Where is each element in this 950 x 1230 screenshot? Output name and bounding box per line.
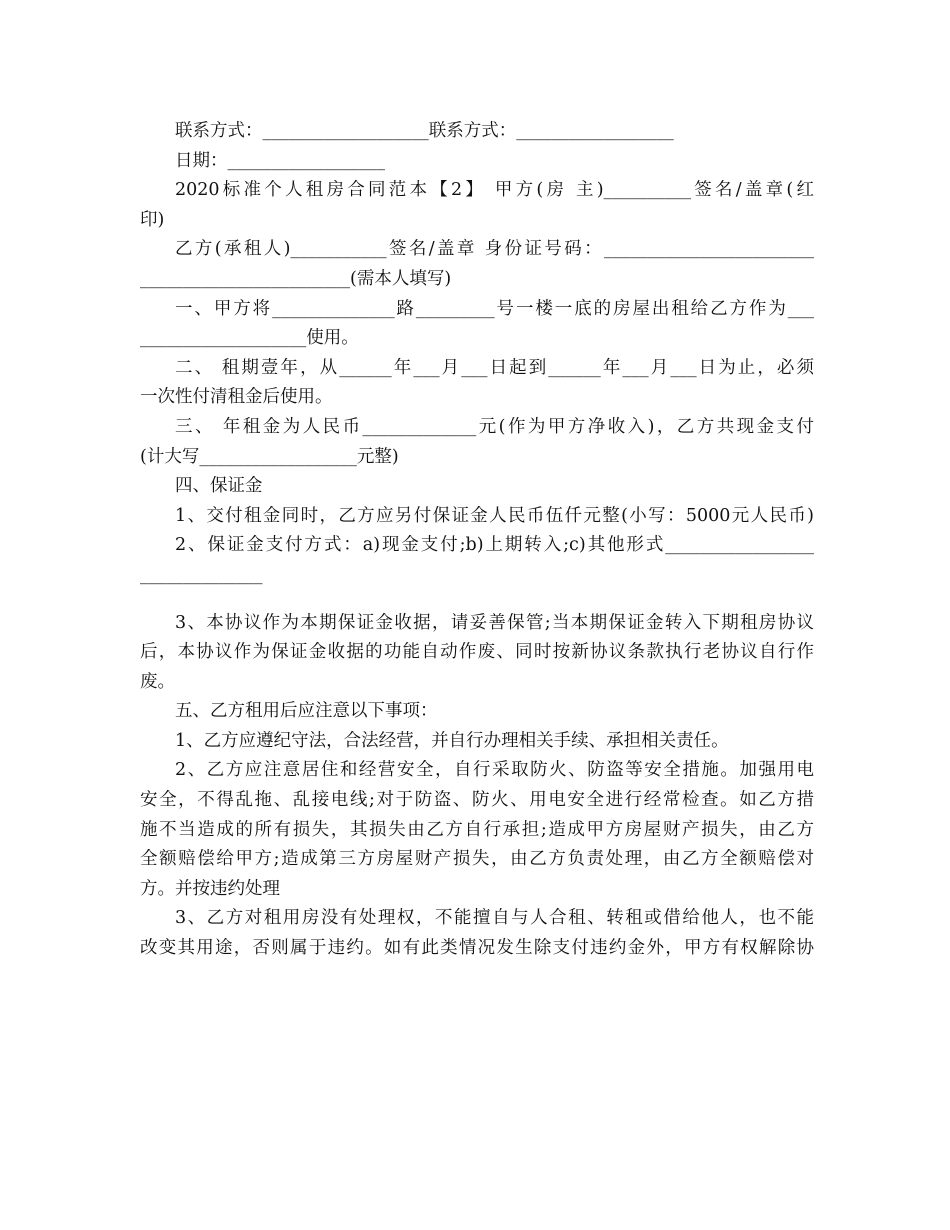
text-line: 印): [140, 209, 165, 230]
text-line: 乙方(承租人)___________签名/盖章 身份证号码：________________________: [175, 239, 814, 260]
text-line: ___________________使用。: [140, 328, 359, 349]
text-line: 改变其用途，否则属于违约。如有此类情况发生除支付违约金外，甲方有权解除协: [140, 938, 814, 959]
text-line: ________________________(需本人填写): [140, 268, 452, 289]
text-line: 全额赔偿给甲方;造成第三方房屋财产损失，由乙方负责处理，由乙方全额赔偿对: [140, 849, 814, 870]
text-line: 安全，不得乱拖、乱接电线;对于防盗、防火、用电安全进行经常检查。如乙方措: [140, 790, 814, 811]
text-line: 联系方式：___________________联系方式：__________________: [175, 121, 674, 141]
text-line: 1、交付租金同时，乙方应另付保证金人民币伍仟元整(小写：5000元人民币): [175, 505, 814, 526]
text-line: 方。并按违约处理: [140, 878, 280, 899]
text-line: 后，本协议作为保证金收据的功能自动作废、同时按新协议条款执行老协议自行作: [140, 642, 814, 663]
text-line: 3、乙方对租用房没有处理权，不能擅自与人合租、转租或借给他人，也不能: [175, 908, 814, 929]
text-line: 施不当造成的所有损失，其损失由乙方自行承担;造成甲方房屋财产损失，由乙方: [140, 819, 814, 840]
text-line: 废。: [140, 671, 175, 692]
paragraph-gap: [140, 591, 814, 609]
text-line: 2、保证金支付方式：a)现金支付;b)上期转入;c)其他形式_________________: [175, 535, 814, 556]
text-line: ______________: [140, 564, 263, 585]
text-line: 1、乙方应遵纪守法，合法经营，并自行办理相关手续、承担相关责任。: [175, 730, 729, 751]
text-line: 日期：__________________: [175, 150, 385, 171]
text-line: 2020标准个人租房合同范本【2】 甲方(房 主)__________签名/盖章(红: [175, 180, 814, 201]
text-line: 3、本协议作为本期保证金收据，请妥善保管;当本期保证金转入下期租房协议: [175, 612, 814, 633]
text-line: 四、保证金: [175, 476, 263, 497]
text-line: 五、乙方租用后应注意以下事项：: [175, 701, 438, 722]
text-line: 三、 年租金为人民币_____________元(作为甲方净收入)，乙方共现金支付: [175, 416, 814, 437]
contract-document: [140, 117, 814, 964]
text-line: 一、甲方将______________路_________号一楼一底的房屋出租给乙方作为___: [175, 298, 814, 319]
text-line: 一次性付清租金后使用。: [140, 387, 333, 408]
text-line: 2、乙方应注意居住和经营安全，自行采取防火、防盗等安全措施。加强用电: [175, 760, 814, 781]
text-line: 二、 租期壹年，从______年___月___日起到______年___月___日为止，必须: [175, 357, 814, 378]
text-line: (计大写__________________元整): [140, 446, 399, 467]
